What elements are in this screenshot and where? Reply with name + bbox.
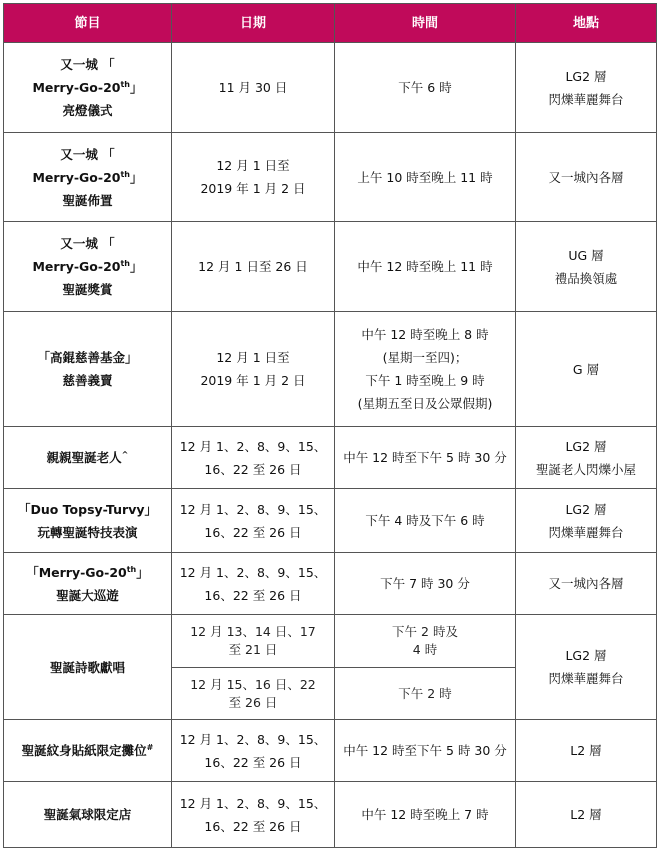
event-cell [4, 222, 172, 312]
table-row [4, 222, 657, 312]
location-cell: LG2 層 閃爍華麗舞台 [516, 43, 657, 133]
event-cell [4, 133, 172, 222]
location-cell: G 層 [516, 312, 657, 427]
table-row [4, 720, 657, 782]
location-cell: LG2 層 閃爍華麗舞台 [516, 615, 657, 720]
event-cell: 聖誕氣球限定店 [4, 782, 172, 848]
table-row [4, 312, 657, 427]
table-row [4, 782, 657, 848]
table-row [4, 615, 657, 668]
time-cell: 下午 2 時 [335, 668, 516, 720]
time-cell: 上午 10 時至晚上 11 時 [335, 133, 516, 222]
events-table [3, 3, 657, 848]
location-cell: L2 層 [516, 720, 657, 782]
event-text: 又一城 「 Merry-Go-20th」 聖誕獎賞 [32, 236, 143, 297]
date-cell: 11 月 30 日 [172, 43, 335, 133]
date-cell: 12 月 1、2、8、9、15、 16、22 至 26 日 [172, 489, 335, 553]
table-row [4, 133, 657, 222]
time-cell: 中午 12 時至晚上 11 時 [335, 222, 516, 312]
location-cell: LG2 層 聖誕老人閃爍小屋 [516, 427, 657, 489]
location-cell: LG2 層 閃爍華麗舞台 [516, 489, 657, 553]
date-cell: 12 月 15、16 日、22 至 26 日 [172, 668, 335, 720]
time-cell: 下午 4 時及下午 6 時 [335, 489, 516, 553]
time-cell: 中午 12 時至晚上 7 時 [335, 782, 516, 848]
date-cell: 12 月 1 日至 2019 年 1 月 2 日 [172, 133, 335, 222]
event-cell: 聖誕紋身貼紙限定攤位# [4, 720, 172, 782]
event-cell: 「Duo Topsy-Turvy」 玩轉聖誕特技表演 [4, 489, 172, 553]
time-cell: 下午 6 時 [335, 43, 516, 133]
location-cell: L2 層 [516, 782, 657, 848]
table-row [4, 553, 657, 615]
event-cell: 親親聖誕老人^ [4, 427, 172, 489]
header-event: 節目 [4, 4, 172, 43]
date-cell: 12 月 1、2、8、9、15、 16、22 至 26 日 [172, 720, 335, 782]
time-cell: 中午 12 時至下午 5 時 30 分 [335, 720, 516, 782]
header-date: 日期 [172, 4, 335, 43]
event-text: 又一城 「 Merry-Go-20th」 聖誕佈置 [32, 146, 143, 208]
table-header-row [4, 4, 657, 43]
table-row [4, 489, 657, 553]
header-location: 地點 [516, 4, 657, 43]
location-cell: 又一城內各層 [516, 133, 657, 222]
date-cell: 12 月 1、2、8、9、15、 16、22 至 26 日 [172, 427, 335, 489]
location-cell: 又一城內各層 [516, 553, 657, 615]
header-time: 時間 [335, 4, 516, 43]
date-cell: 12 月 1、2、8、9、15、 16、22 至 26 日 [172, 553, 335, 615]
event-cell [4, 43, 172, 133]
location-cell: UG 層 禮品換領處 [516, 222, 657, 312]
event-cell: 「高錕慈善基金」 慈善義賣 [4, 312, 172, 427]
time-cell: 中午 12 時至下午 5 時 30 分 [335, 427, 516, 489]
time-cell: 中午 12 時至晚上 8 時 (星期一至四)； 下午 1 時至晚上 9 時 (星期五至日及公眾假期) [335, 312, 516, 427]
event-text: 又一城 「 Merry-Go-20th」 亮燈儀式 [32, 57, 143, 118]
event-cell: 「Merry-Go-20th」 聖誕大巡遊 [4, 553, 172, 615]
time-cell: 下午 7 時 30 分 [335, 553, 516, 615]
date-cell: 12 月 1 日至 26 日 [172, 222, 335, 312]
date-cell: 12 月 1、2、8、9、15、 16、22 至 26 日 [172, 782, 335, 848]
time-cell: 下午 2 時及 4 時 [335, 615, 516, 668]
date-cell: 12 月 1 日至 2019 年 1 月 2 日 [172, 312, 335, 427]
table-row [4, 427, 657, 489]
date-cell: 12 月 13、14 日、17 至 21 日 [172, 615, 335, 668]
table-row [4, 43, 657, 133]
event-cell: 聖誕詩歌獻唱 [4, 615, 172, 720]
